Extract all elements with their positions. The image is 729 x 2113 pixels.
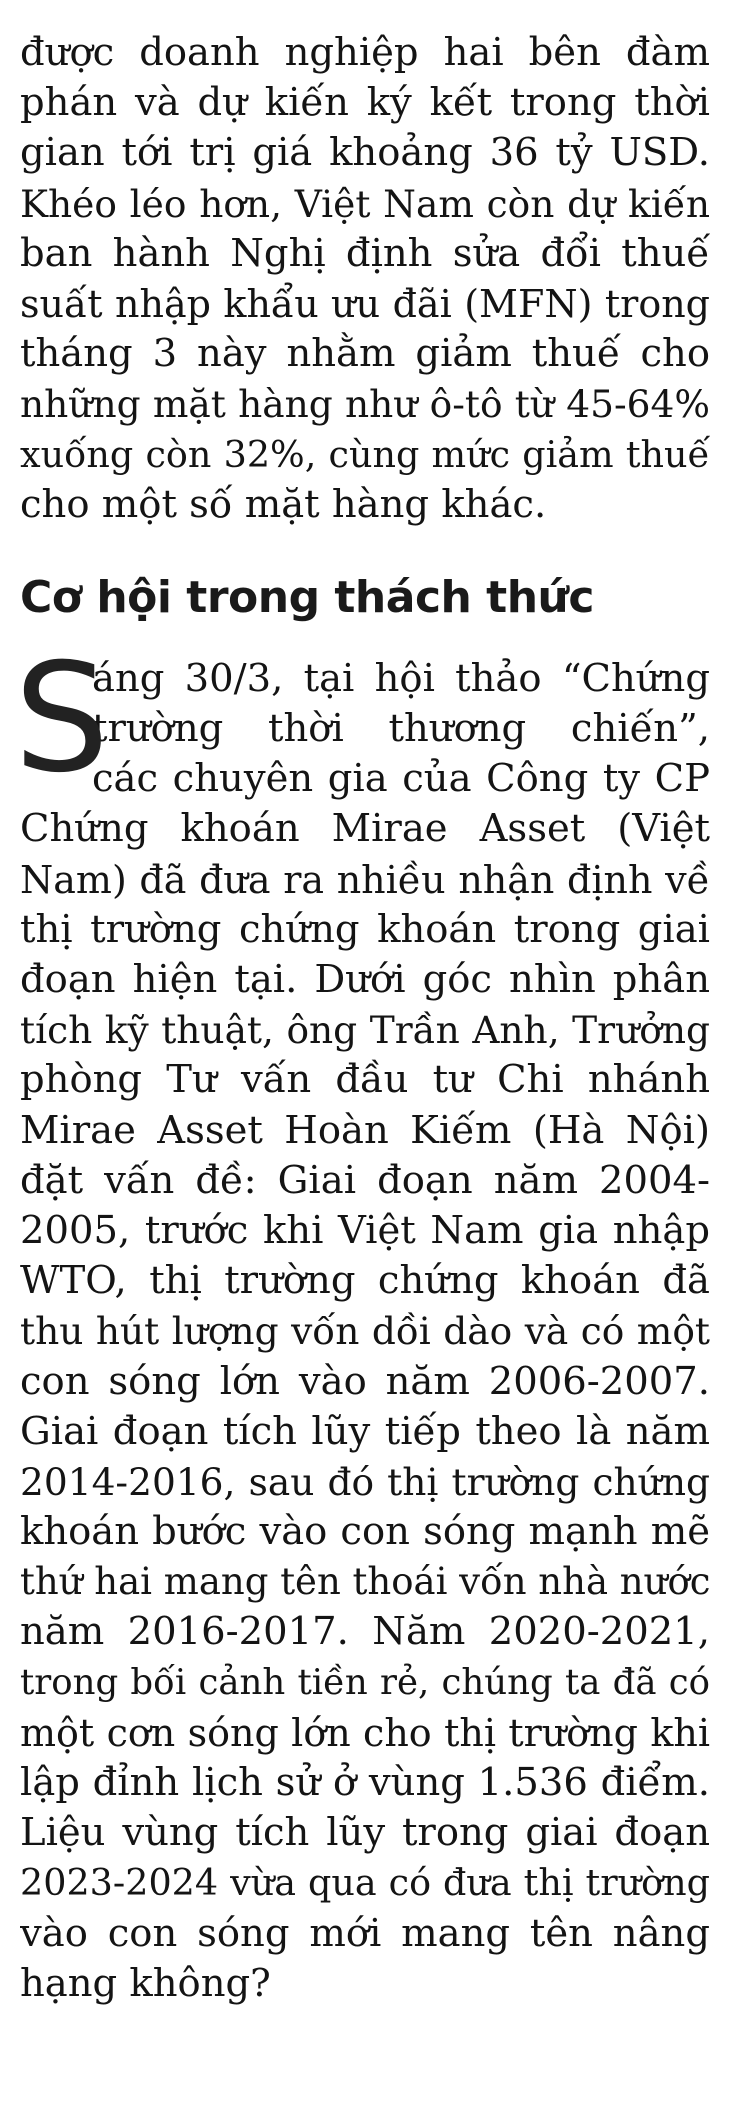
text-line: những mặt hàng như ô-tô từ 45-64% (20, 382, 710, 427)
text-line: năm 2016-2017. Năm 2020-2021, (20, 1609, 710, 1655)
text-line: vào con sóng mới mang tên nâng (20, 1910, 710, 1956)
text-line: 2014-2016, sau đó thị trường chứng (20, 1459, 710, 1504)
text-line: 2005, trước khi Việt Nam gia nhập (20, 1207, 710, 1253)
text-line: con sóng lớn vào năm 2006-2007. (20, 1358, 710, 1404)
text-line: phòng Tư vấn đầu tư Chi nhánh (20, 1057, 710, 1103)
section-paragraph (14, 631, 710, 2009)
text-line: Liệu vùng tích lũy trong giai đoạn (20, 1810, 710, 1856)
text-line: thu hút lượng vốn dồi dào và có một (20, 1309, 710, 1354)
text-line: 2023-2024 vừa qua có đưa thị trường (20, 1861, 710, 1905)
drop-cap: S (14, 631, 110, 806)
text-line: thị trường chứng khoán trong giai (20, 906, 710, 952)
text-line: trường thời thương chiến”, (92, 706, 710, 752)
text-line: được doanh nghiệp hai bên đàm (20, 30, 710, 75)
text-line: gian tới trị giá khoảng 36 tỷ USD. (20, 130, 710, 176)
text-line: xuống còn 32%, cùng mức giảm thuế (20, 432, 710, 476)
text-line: tháng 3 này nhằm giảm thuế cho (20, 331, 710, 377)
text-line: hạng không? (20, 1960, 271, 2006)
dropcap-block (14, 631, 710, 806)
article-column (14, 28, 710, 2009)
text-line: Nam) đã đưa ra nhiều nhận định về (20, 857, 710, 902)
text-line: trong bối cảnh tiền rẻ, chúng ta đã có (20, 1661, 710, 1703)
text-line: cho một số mặt hàng khác. (20, 481, 547, 527)
text-line: tích kỹ thuật, ông Trần Anh, Trưởng (20, 1008, 710, 1053)
text-line: phán và dự kiến ký kết trong thời (20, 80, 710, 126)
text-line: Mirae Asset Hoàn Kiếm (Hà Nội) (20, 1107, 710, 1153)
text-line: đoạn hiện tại. Dưới góc nhìn phân (20, 957, 710, 1002)
intro-paragraph (20, 28, 710, 530)
text-line: Khéo léo hơn, Việt Nam còn dự kiến (20, 181, 710, 226)
text-line: đặt vấn đề: Giai đoạn năm 2004- (20, 1157, 710, 1203)
section-heading: Cơ hội trong thách thức (20, 571, 594, 623)
text-line: khoán bước vào con sóng mạnh mẽ (20, 1509, 710, 1555)
text-line: lập đỉnh lịch sử ở vùng 1.536 điểm. (20, 1760, 710, 1805)
text-line: các chuyên gia của Công ty CP (92, 756, 710, 802)
text-line: Giai đoạn tích lũy tiếp theo là năm (20, 1408, 710, 1454)
text-line: ban hành Nghị định sửa đổi thuế (20, 230, 710, 276)
text-line: thứ hai mang tên thoái vốn nhà nước (20, 1560, 710, 1604)
text-line: WTO, thị trường chứng khoán đã (20, 1258, 710, 1304)
text-line: một cơn sóng lớn cho thị trường khi (20, 1710, 710, 1755)
text-line: Chứng khoán Mirae Asset (Việt (20, 806, 710, 852)
text-line: suất nhập khẩu ưu đãi (MFN) trong (20, 281, 710, 326)
text-line: áng 30/3, tại hội thảo “Chứng (92, 655, 710, 701)
